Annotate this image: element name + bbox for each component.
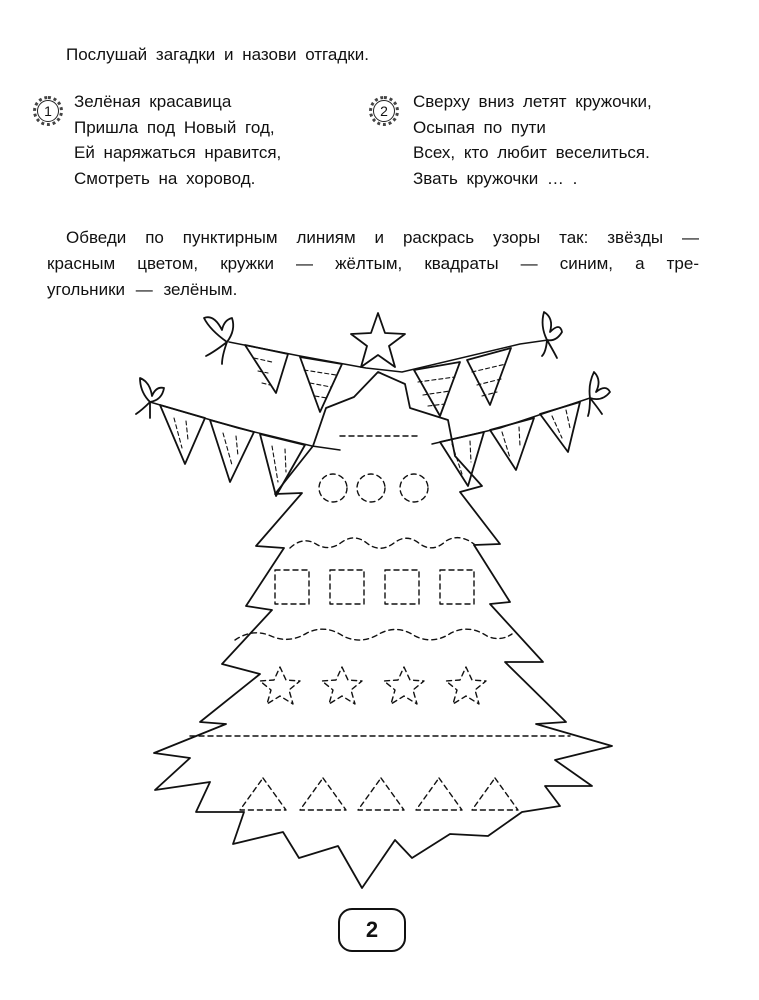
riddle-1-number-badge: 1 bbox=[37, 100, 59, 122]
riddle-2-line: Сверху вниз летят кружочки, bbox=[413, 92, 652, 111]
bunting-flag bbox=[414, 362, 460, 416]
dotted-triangle bbox=[416, 778, 462, 810]
dotted-circle bbox=[357, 474, 385, 502]
page-number: 2 bbox=[338, 908, 406, 952]
dotted-square bbox=[440, 570, 474, 604]
dotted-star bbox=[260, 667, 300, 704]
riddle-1-line: Зелёная красавица bbox=[74, 92, 232, 111]
christmas-tree-illustration bbox=[0, 300, 759, 900]
riddle-1-line: Смотреть на хоровод. bbox=[74, 168, 256, 188]
ribbon-bow bbox=[204, 317, 233, 364]
dotted-circle bbox=[319, 474, 347, 502]
instruction-line: красным цветом, кружки — жёлтым, квадраты — синим, а тре- bbox=[47, 254, 699, 273]
dotted-triangle bbox=[300, 778, 346, 810]
dotted-square bbox=[385, 570, 419, 604]
dotted-square bbox=[330, 570, 364, 604]
instruction-line: угольники — зелёным. bbox=[47, 280, 238, 299]
bunting-flag bbox=[440, 432, 484, 486]
dashed-wave bbox=[235, 629, 512, 640]
intro-text: Послушай загадки и назови отгадки. bbox=[66, 45, 369, 64]
riddle-2-number-badge: 2 bbox=[373, 100, 395, 122]
instruction-line: Обведи по пунктирным линиям и раскрась узоры так: звёзды — bbox=[66, 228, 699, 247]
dotted-triangle bbox=[358, 778, 404, 810]
tree-outline bbox=[154, 372, 612, 888]
dotted-star bbox=[384, 667, 424, 704]
bunting-flag bbox=[490, 418, 534, 470]
bunting-flag bbox=[245, 345, 288, 393]
riddle-1-line: Пришла под Новый год, bbox=[74, 117, 275, 137]
dotted-circle bbox=[400, 474, 428, 502]
coloring-instruction bbox=[47, 225, 699, 303]
riddle-2-line: Осыпая по пути bbox=[413, 117, 546, 137]
dotted-triangle bbox=[240, 778, 286, 810]
dotted-triangle bbox=[472, 778, 518, 810]
dotted-star bbox=[322, 667, 362, 704]
bunting-flag bbox=[160, 405, 205, 464]
bunting-flag bbox=[467, 348, 511, 405]
ribbon-bow bbox=[136, 378, 164, 418]
bunting-flag bbox=[540, 402, 580, 452]
bunting-flag bbox=[210, 420, 254, 482]
riddle-1 bbox=[74, 89, 281, 191]
star-topper bbox=[351, 313, 405, 367]
riddle-2-line: Всех, кто любит веселиться. bbox=[413, 143, 650, 162]
ribbon-bow bbox=[542, 312, 562, 358]
dotted-star bbox=[446, 667, 486, 704]
riddle-1-line: Ей наряжаться нравится, bbox=[74, 143, 282, 162]
dotted-square bbox=[275, 570, 309, 604]
riddle-2-line: Звать кружочки … . bbox=[413, 168, 578, 188]
dashed-wave bbox=[290, 538, 474, 549]
ribbon-bow bbox=[588, 372, 610, 416]
riddle-2 bbox=[413, 89, 652, 191]
